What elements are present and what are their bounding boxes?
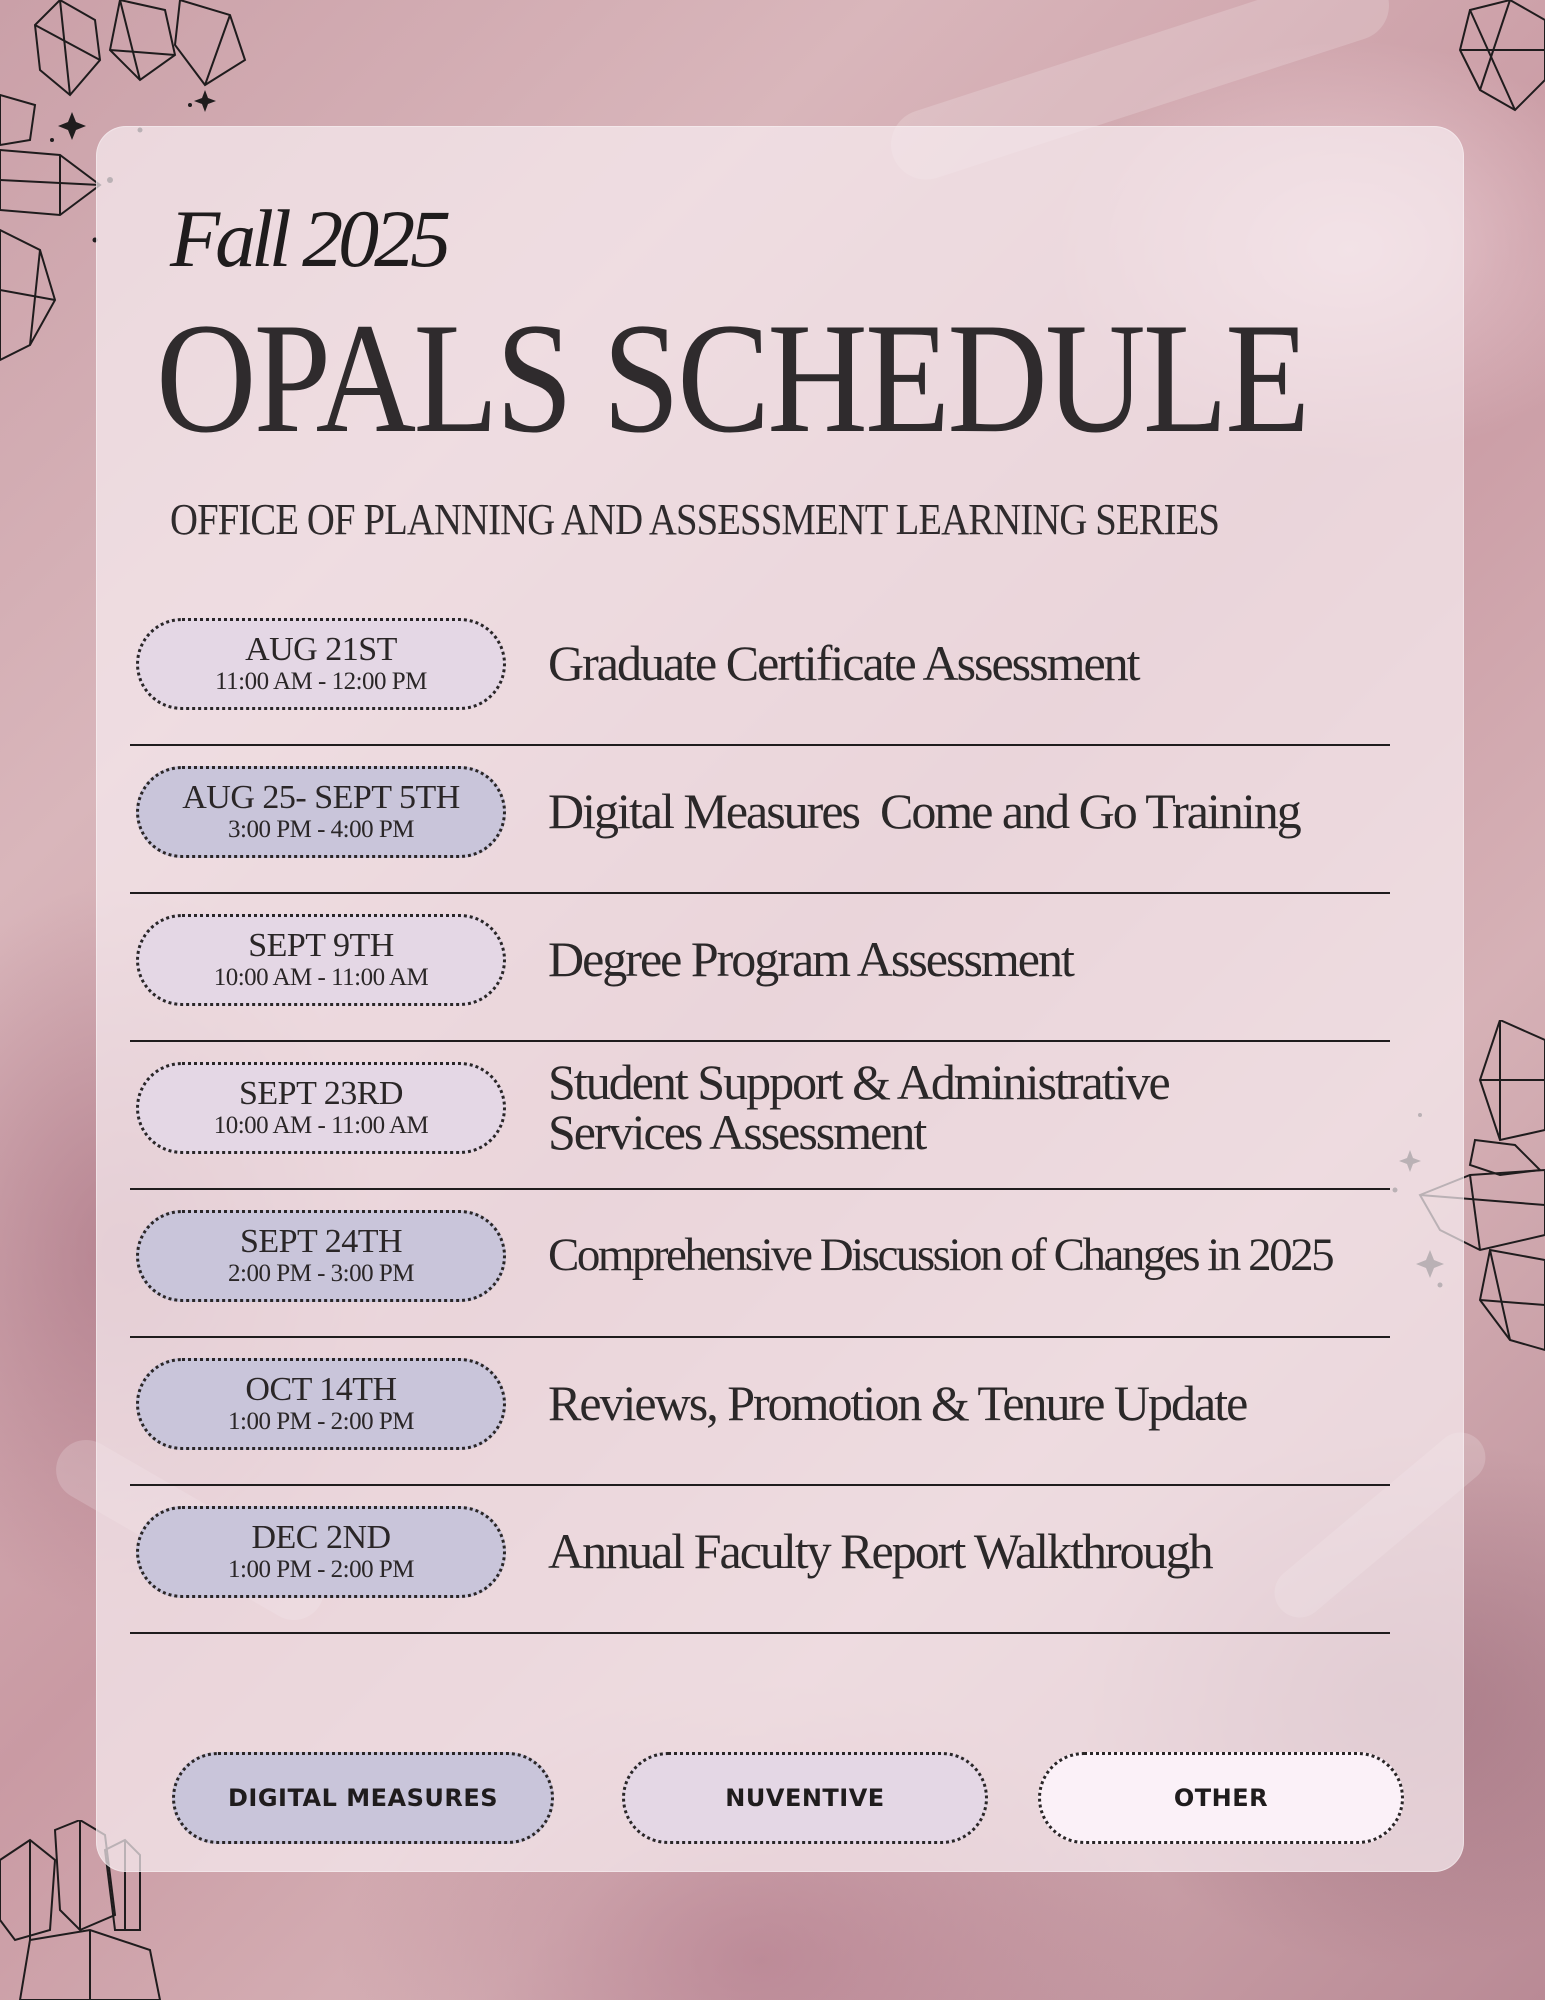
page-subtitle: OFFICE OF PLANNING AND ASSESSMENT LEARNING SERIES xyxy=(170,495,1220,544)
schedule-row xyxy=(130,1190,1390,1338)
date-pill xyxy=(136,1358,506,1450)
session-time: 1:00 PM - 2:00 PM xyxy=(228,1408,414,1436)
session-time: 3:00 PM - 4:00 PM xyxy=(228,816,414,844)
season-label: Fall 2025 xyxy=(170,193,447,284)
date-pill xyxy=(136,618,506,710)
date-pill xyxy=(136,1062,506,1154)
schedule-row xyxy=(130,1338,1390,1486)
session-date: AUG 25- SEPT 5TH xyxy=(182,779,460,817)
legend-nuventive: NUVENTIVE xyxy=(622,1752,988,1844)
session-title: Graduate Certificate Assessment xyxy=(548,635,1139,691)
page-title: OPALS SCHEDULE xyxy=(156,291,1308,466)
session-title: Degree Program Assessment xyxy=(548,931,1073,987)
legend-other: OTHER xyxy=(1038,1752,1404,1844)
session-time: 1:00 PM - 2:00 PM xyxy=(228,1556,414,1584)
session-date: SEPT 24TH xyxy=(239,1223,403,1261)
session-title: Comprehensive Discussion of Changes in 2025 xyxy=(548,1228,1333,1281)
session-date: DEC 2ND xyxy=(251,1519,391,1557)
session-date: SEPT 23RD xyxy=(239,1075,403,1113)
date-pill xyxy=(136,914,506,1006)
schedule-row xyxy=(130,1486,1390,1634)
legend-digital-measures: DIGITAL MEASURES xyxy=(172,1752,554,1844)
schedule-row xyxy=(130,1042,1390,1190)
session-title: Digital Measures Come and Go Training xyxy=(548,783,1300,839)
session-date: AUG 21ST xyxy=(245,631,397,669)
session-title: Reviews, Promotion & Tenure Update xyxy=(548,1375,1247,1431)
session-title: Annual Faculty Report Walkthrough xyxy=(548,1523,1212,1579)
row-divider xyxy=(130,1632,1390,1634)
session-time: 10:00 AM - 11:00 AM xyxy=(213,1112,429,1140)
schedule-row xyxy=(130,894,1390,1042)
date-pill xyxy=(136,1506,506,1598)
session-time: 2:00 PM - 3:00 PM xyxy=(228,1260,414,1288)
schedule-row xyxy=(130,598,1390,746)
crystal-cluster-icon xyxy=(1440,0,1545,130)
session-time: 11:00 AM - 12:00 PM xyxy=(215,668,427,696)
date-pill xyxy=(136,1210,506,1302)
session-title: Student Support & Administrative Services Assessment xyxy=(548,1054,1169,1160)
schedule-row xyxy=(130,746,1390,894)
session-date: SEPT 9TH xyxy=(248,927,394,965)
date-pill xyxy=(136,766,506,858)
session-time: 10:00 AM - 11:00 AM xyxy=(213,964,429,992)
session-date: OCT 14TH xyxy=(245,1371,397,1409)
